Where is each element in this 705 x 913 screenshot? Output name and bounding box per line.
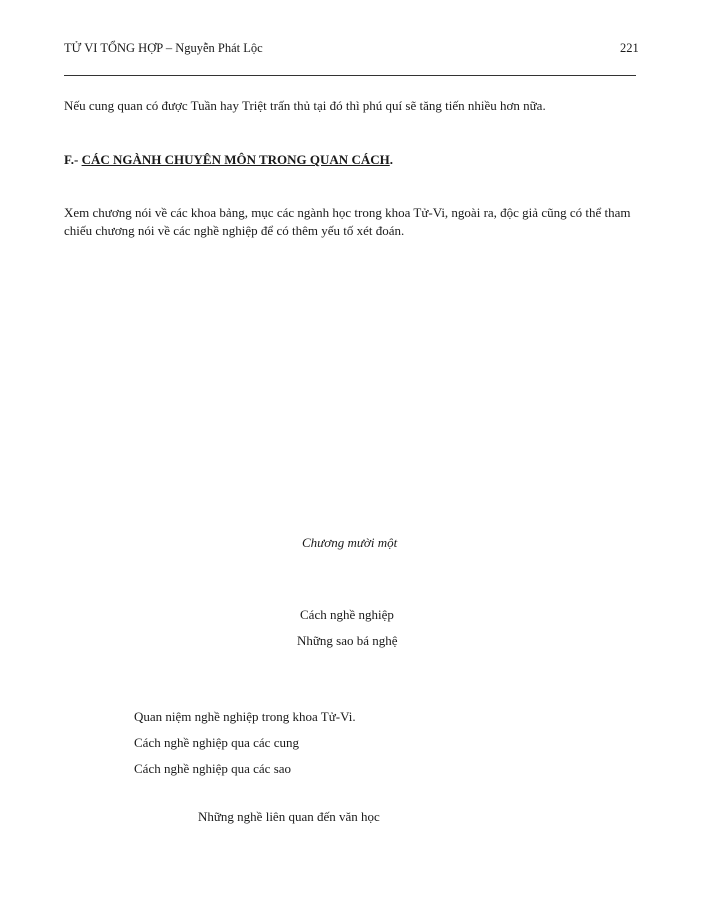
topic-item: Cách nghề nghiệp qua các sao xyxy=(134,761,292,776)
section-heading-text: CÁC NGÀNH CHUYÊN MÔN TRONG QUAN CÁCH xyxy=(81,152,390,167)
topic-item: Quan niệm nghề nghiệp trong khoa Tử-Vi. xyxy=(134,709,356,724)
subtopic-literature: Những nghề liên quan đến văn học xyxy=(198,809,380,824)
page-number: 221 xyxy=(620,41,639,55)
section-heading-suffix: . xyxy=(389,152,393,167)
paragraph-tuan-triet: Nếu cung quan có được Tuần hay Triệt trấn thủ tại đó thì phú quí sẽ tăng tiến nhiều hơn nữa. xyxy=(64,98,546,113)
chapter-title: Chương mười một xyxy=(302,535,398,550)
chapter-subtitle-1: Cách nghề nghiệp xyxy=(300,607,394,622)
paragraph-reference: Xem chương nói về các khoa bảng, mục các ngành học trong khoa Tử-Vi, ngoài ra, độc giả cũng có thể tham chiếu chương nói về các nghề nghiệp để có thêm yếu tố xét đoán. xyxy=(64,205,631,238)
running-header-title: TỬ VI TỔNG HỢP – Nguyễn Phát Lộc xyxy=(64,41,263,55)
section-heading-f xyxy=(64,152,393,168)
chapter-subtitle-2: Những sao bá nghệ xyxy=(297,633,398,648)
header-divider xyxy=(64,75,636,76)
section-heading-prefix: F.- xyxy=(64,152,82,167)
topic-item: Cách nghề nghiệp qua các cung xyxy=(134,735,299,750)
